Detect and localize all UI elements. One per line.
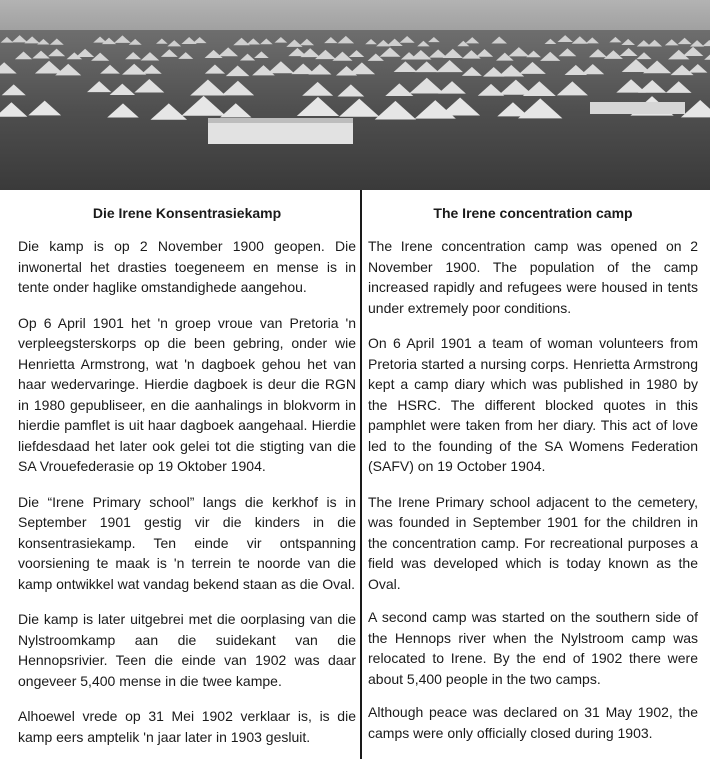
english-paragraph-3: The Irene Primary school adjacent to the cemetery, was founded in September 1901 for the children in the concentration camp. For recreational purposes a field was developed which is today known as the Oval. — [368, 493, 698, 592]
afrikaans-paragraph-2: Op 6 April 1901 het 'n groep vroue van Pretoria 'n verpleegsterskorps op die been gebring, onder wie Henrietta Armstrong, wat 'n dagboek gehou het van haar wedervaringe. Hierdie dagboek is deur die RGN in 1980 gepubliseer, en die aanhalings in blokvorm in hierdie pamflet is uit haar dagboek aangehaal. Hierdie liefdesdaad het later ook gelei tot die stigting van die SA Vrouefederasie op 19 Oktober 1904. — [18, 314, 356, 474]
english-title: The Irene concentration camp — [433, 205, 633, 221]
tents-photo-graphic — [0, 0, 710, 190]
english-paragraph-1: The Irene concentration camp was opened on 2 November 1900. The population of the camp increased rapidly and refugees were housed in tents under extremely poor conditions. — [368, 238, 698, 316]
english-column — [368, 204, 698, 758]
long-building-roof — [208, 118, 353, 123]
afrikaans-paragraph-1: Die kamp is op 2 November 1900 geopen. Die inwonertal het drasties toegeneem en mense is in tente onder haglike omstandighede aangehou. — [18, 238, 356, 295]
afrikaans-column — [18, 204, 356, 762]
english-paragraph-4: A second camp was started on the southern side of the Hennops river when the Nylstroom camp was relocated to Irene. By the end of 1902 there were about 5,400 people in the two camps. — [368, 609, 698, 687]
afrikaans-title: Die Irene Konsentrasiekamp — [92, 205, 282, 221]
text-columns — [0, 190, 710, 759]
afrikaans-paragraph-5: Alhoewel vrede op 31 Mei 1902 verklaar is, is die kamp eers amptelik 'n jaar later in 1903 gesluit. — [18, 708, 356, 745]
afrikaans-paragraph-4: Die kamp is later uitgebrei met die oorplasing van die Nylstroomkamp aan die suidekant van die Hennopsrivier. Teen die einde van 1902 was daar ongeveer 5,400 mense in die twee kampe. — [18, 611, 356, 689]
camp-photo — [0, 0, 710, 190]
afrikaans-paragraph-3: Die “Irene Primary school” langs die kerkhof is in September 1901 gestig vir die kinders in die konsentrasiekamp. Ten einde vir ontspanning voorsiening te maak is 'n terrein te noorde van die kamp ontwikkel wat vandag bekend staan as die Oval. — [18, 493, 356, 592]
english-paragraph-2: On 6 April 1901 a team of woman volunteers from Pretoria started a nursing corps. Henrietta Armstrong kept a camp diary which was published in 1980 by the HSRC. The different blocked quotes in this pamphlet were taken from her diary. This act of love led to the founding of the SA Womens Federation (SAFV) on 19 October 1904. — [368, 335, 698, 474]
long-building — [208, 122, 353, 144]
english-paragraph-5: Although peace was declared on 31 May 1902, the camps were only officially closed during 1903. — [368, 704, 698, 741]
column-divider — [360, 190, 362, 759]
distant-building — [590, 102, 685, 114]
